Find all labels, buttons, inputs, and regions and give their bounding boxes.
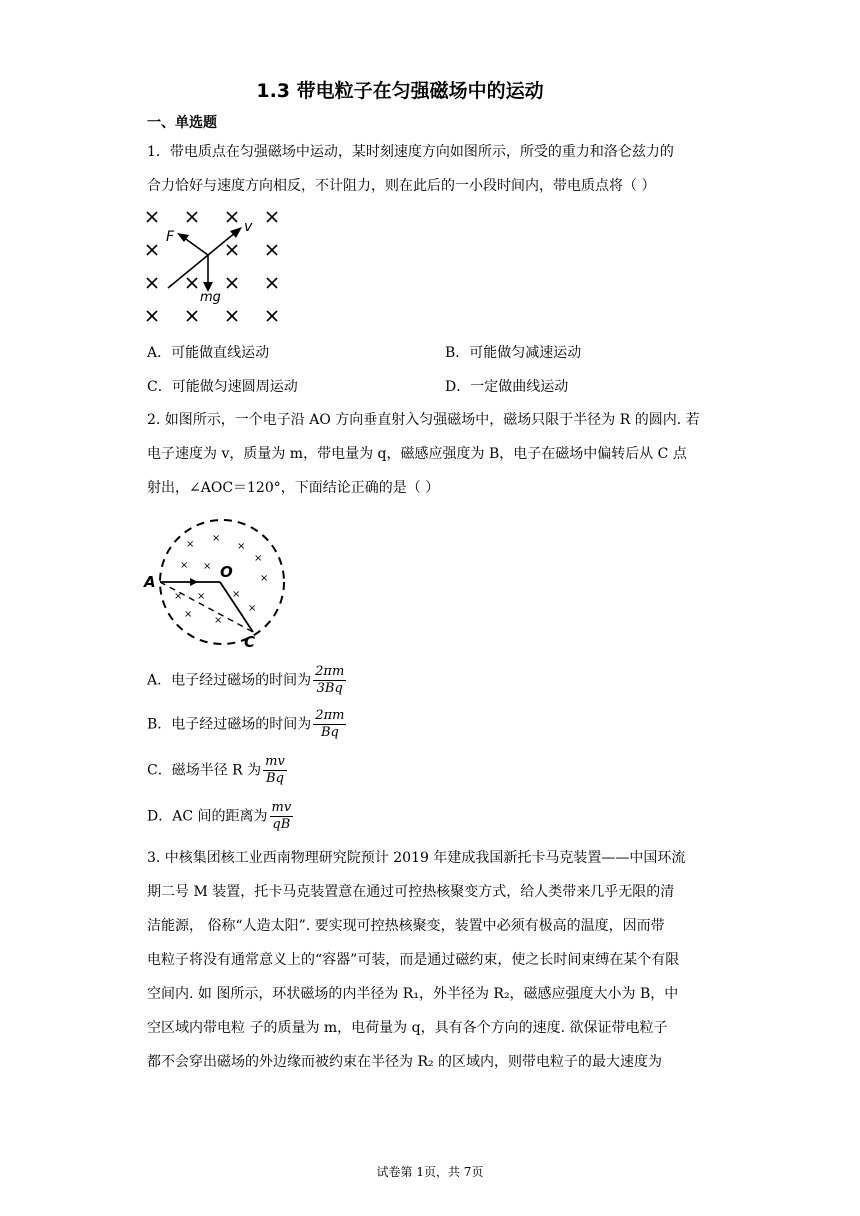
numerator: 2πm	[315, 708, 345, 723]
gravity-label: mg	[200, 290, 221, 305]
q3-stem-line3: 洁能源， 俗称“人造太阳”. 要实现可控热核聚变，装置中必须有极高的温度，因而带	[147, 918, 665, 934]
point-a-label: A	[144, 573, 156, 591]
q2-option-c-fraction	[263, 754, 287, 787]
denominator: 3Bq	[316, 681, 343, 696]
svg-text:×: ×	[248, 603, 257, 614]
q2-option-d	[147, 800, 293, 833]
q2-option-c	[147, 754, 287, 787]
svg-text:×: ×	[203, 561, 212, 572]
q3-stem-line5: 空间内. 如 图所示，环状磁场的内半径为 R₁，外半径为 R₂，磁感应强度大小为 B，中	[147, 986, 679, 1002]
q1-figure	[140, 205, 290, 330]
svg-text:×: ×	[180, 560, 189, 571]
q2-option-a-fraction	[313, 664, 346, 697]
svg-text:×: ×	[254, 553, 263, 564]
velocity-arrow	[168, 232, 236, 288]
force-label: F	[166, 229, 175, 245]
q1-option-d: D．一定做曲线运动	[445, 379, 569, 395]
svg-text:×: ×	[186, 539, 195, 550]
denominator: qB	[272, 817, 291, 832]
page-footer: 试卷第 1页，共 7页	[376, 1165, 484, 1179]
denominator: Bq	[320, 725, 339, 740]
section-heading: 一、单选题	[147, 115, 217, 131]
svg-text:×: ×	[174, 591, 183, 602]
svg-text:×: ×	[214, 615, 223, 626]
svg-text:×: ×	[197, 591, 206, 602]
q3-stem-line7: 都不会穿出磁场的外边缘而被约束在半径为 R₂ 的区域内，则带电粒子的最大速度为	[147, 1054, 663, 1070]
svg-text:×: ×	[237, 541, 246, 552]
point-o-label: O	[220, 563, 233, 581]
q2-option-a-text: A．电子经过磁场的时间为	[147, 672, 312, 689]
svg-text:×: ×	[184, 609, 193, 620]
lorentz-force-arrow	[183, 237, 208, 255]
q2-stem-line1: 2. 如图所示，一个电子沿 AO 方向垂直射入匀强磁场中，磁场只限于半径为 R 的圆内. 若	[147, 412, 700, 428]
numerator: 2πm	[315, 664, 345, 679]
q2-option-d-fraction	[270, 800, 294, 833]
q2-figure	[140, 515, 290, 650]
velocity-label: v	[244, 219, 253, 235]
q2-option-b	[147, 708, 346, 741]
q2-stem-line2: 电子速度为 v，质量为 m，带电量为 q，磁感应强度为 B，电子在磁场中偏转后从 C 点	[147, 446, 687, 462]
q2-option-b-fraction	[313, 708, 346, 741]
point-c-label: C	[244, 633, 256, 651]
q2-stem-line3: 射出，∠AOC＝120°，下面结论正确的是（ ）	[147, 480, 440, 496]
svg-text:×: ×	[260, 573, 269, 584]
q2-option-c-text: C．磁场半径 R 为	[147, 762, 262, 779]
q1-stem-line2: 合力恰好与速度方向相反，不计阻力，则在此后的一小段时间内，带电质点将（ ）	[147, 178, 656, 194]
q1-option-a: A．可能做直线运动	[147, 345, 270, 361]
q2-option-b-text: B．电子经过磁场的时间为	[147, 716, 312, 733]
q2-option-a	[147, 664, 346, 697]
svg-text:×: ×	[212, 533, 221, 544]
q1-stem-line1: 1．带电质点在匀强磁场中运动，某时刻速度方向如图所示，所受的重力和洛仑兹力的	[147, 144, 674, 160]
q2-option-d-text: D．AC 间的距离为	[147, 808, 268, 825]
numerator: mv	[271, 800, 292, 815]
q3-stem-line4: 电粒子将没有通常意义上的“容器”可装，而是通过磁约束，使之长时间束缚在某个有限	[147, 952, 680, 968]
page-title: 1.3 带电粒子在匀强磁场中的运动	[256, 80, 544, 102]
q3-stem-line6: 空区域内带电粒 子的质量为 m，电荷量为 q，具有各个方向的速度. 欲保证带电粒子	[147, 1020, 668, 1036]
q3-stem-line2: 期二号 M 装置，托卡马克装置意在通过可控热核聚变方式，给人类带来几乎无限的清	[147, 884, 675, 900]
svg-text:×: ×	[232, 589, 241, 600]
q3-stem-line1: 3. 中核集团核工业西南物理研究院预计 2019 年建成我国新托卡马克装置——中国环流	[147, 850, 686, 866]
denominator: Bq	[266, 771, 284, 786]
q1-option-c: C．可能做匀速圆周运动	[147, 379, 298, 395]
numerator: mv	[265, 754, 285, 769]
q1-option-b: B．可能做匀减速运动	[445, 345, 582, 361]
